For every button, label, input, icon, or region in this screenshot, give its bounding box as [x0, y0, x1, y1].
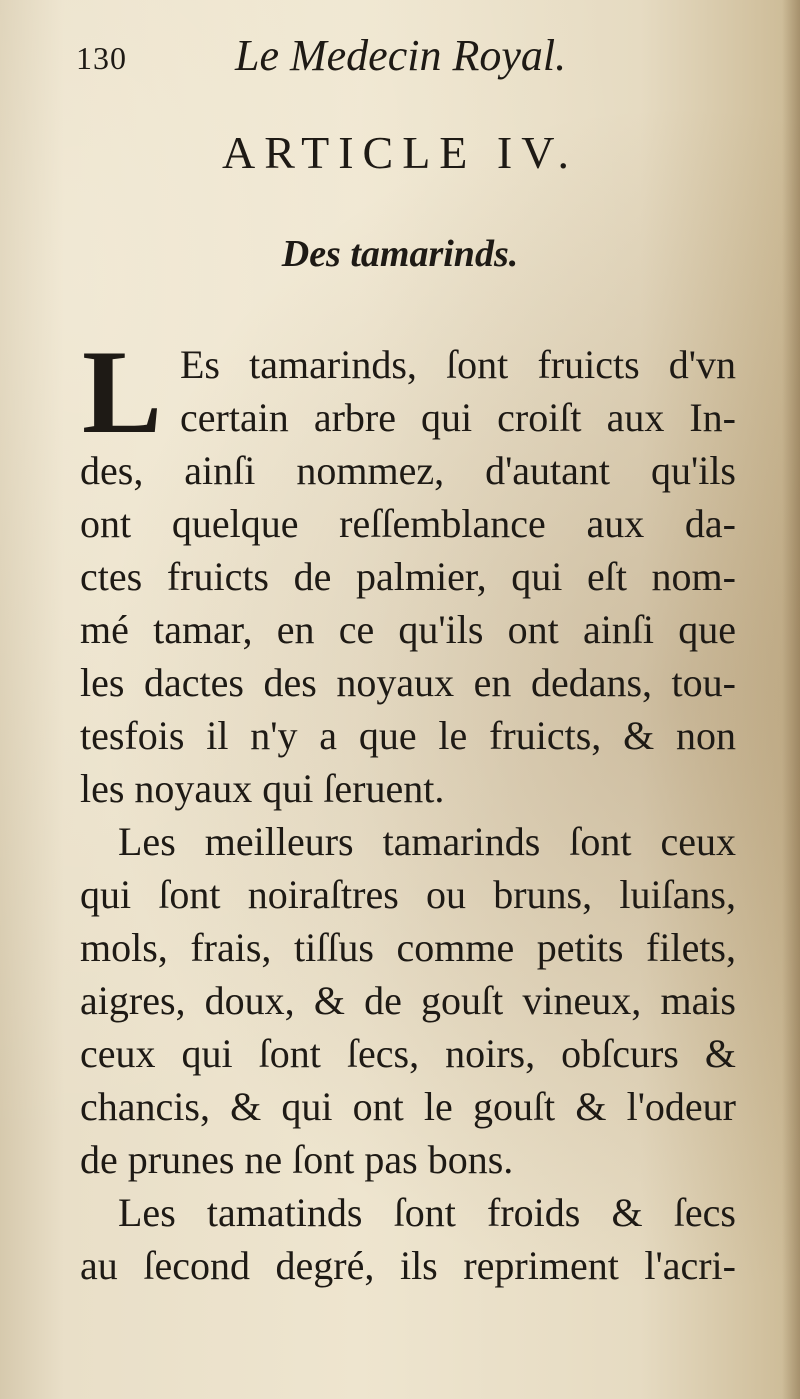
drop-cap: L [82, 325, 163, 458]
page-edge-shadow [782, 0, 800, 1399]
text-line: ctes fruicts de palmier, qui eſt nom- [80, 554, 736, 599]
text-line: les noyaux qui ſeruent. [80, 766, 445, 811]
page-number: 130 [76, 40, 127, 76]
text-line: mols, frais, tiſſus comme petits filets, [80, 925, 736, 970]
text-line: au ſecond degré, ils repriment l'acri- [80, 1243, 736, 1288]
text-line: les dactes des noyaux en dedans, tou- [80, 660, 736, 705]
text-line: de prunes ne ſont pas bons. [80, 1137, 514, 1182]
text-line: certain arbre qui croiſt aux In- [180, 395, 736, 440]
text-line: Les tamatinds ſont froids & ſecs [118, 1190, 736, 1235]
text-line: qui ſont noiraſtres ou bruns, luiſans, [80, 872, 736, 917]
running-title: Le Medecin Royal. [235, 31, 567, 80]
text-line: tesfois il n'y a que le fruicts, & non [80, 713, 736, 758]
text-line: aigres, doux, & de gouſt vineux, mais [80, 978, 736, 1023]
text-line: Es tamarinds, ſont fruicts d'vn [180, 342, 736, 387]
text-line: chancis, & qui ont le gouſt & l'odeur [80, 1084, 736, 1129]
section-subtitle: Des tamarinds. [281, 233, 519, 275]
text-line: ceux qui ſont ſecs, noirs, obſcurs & [80, 1031, 736, 1076]
text-line: mé tamar, en ce qu'ils ont ainſi que [80, 607, 736, 652]
body-text [80, 325, 736, 1292]
text-line: Les meilleurs tamarinds ſont ceux [118, 819, 736, 864]
text-line: des, ainſi nommez, d'autant qu'ils [80, 448, 736, 493]
text-line: ont quelque reſſemblance aux da- [80, 501, 736, 546]
article-title: ARTICLE IV. [221, 127, 579, 178]
page-header [70, 28, 710, 88]
